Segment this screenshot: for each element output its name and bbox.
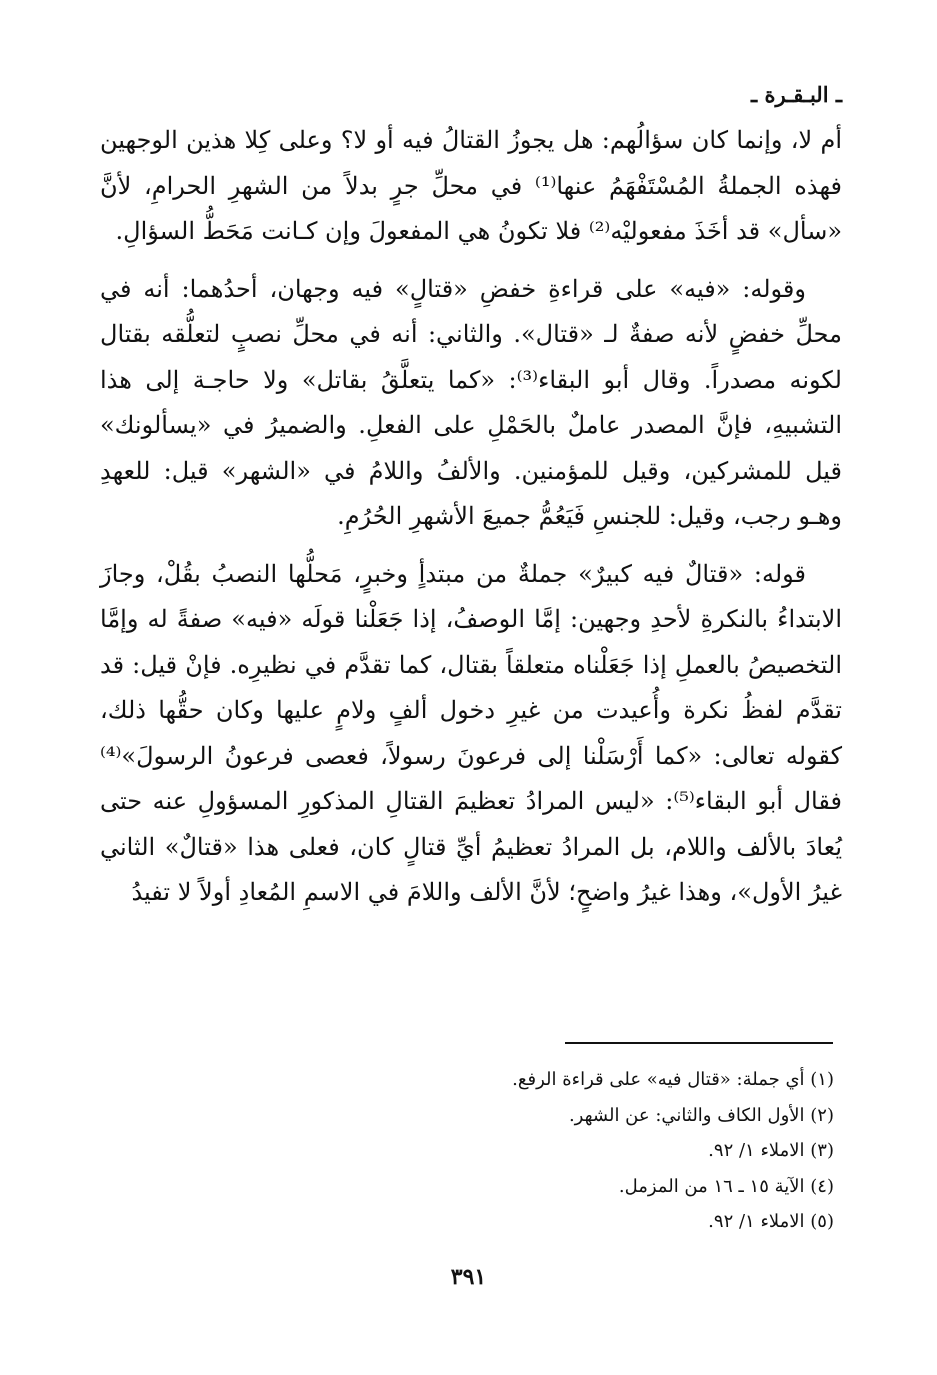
footnote-3: (٣) الاملاء ١/ ٩٢. [708,1140,834,1161]
footnote-4: (٤) الآية ١٥ ـ ١٦ من المزمل. [618,1175,834,1197]
page-number: ٣٩١ [450,1264,487,1290]
paragraph-3: قوله: «قتالٌ فيه كبيرٌ» جملةٌ من مبتدأٍ وخبرٍ، مَحلُّها النصبُ بقُلْ، وجازَ الابتداءُ بالنكرةِ لأحدِ وجهين: إمَّا الوصفُ، إذا جَعَلْنا قولَه «فيه» صفةً له وإمَّا التخصيصُ بالعملِ إذا جَعَلْناه متعلقاً بقتال، كما تقدَّم في نظيرِه. فإنْ قيل: قد تقدَّم لفظُ نكرة وأُعيدت من غيرِ دخول ألفٍ ولامٍ عليها وكان حقُّها ذلك، كقوله تعالى: «كما أَرْسَلْنا إلى فرعونَ رسولاً، فعصى فرعونُ الرسولَ»⁽⁴⁾ فقال أبو البقاء⁽⁵⁾: «ليس المرادُ تعظيمَ القتالِ المذكورِ المسؤولِ عنه حتى يُعادَ بالألف واللام، بل المرادُ تعظيمُ أيِّ قتالٍ كان، فعلى هذا «قتالٌ» الثاني غيرُ الأول»، وهذا غيرُ واضحٍ؛ لأنَّ الألف واللامَ في الاسمِ المُعادِ أولاً لا تفيدُ [100,559,842,906]
paragraph-2: وقوله: «فيه» على قراءةِ خفضِ «قتالٍ» فيه وجهان، أحدُهما: أنه في محلِّ خفضٍ لأنه صفةٌ لـ «قتال». والثاني: أنه في محلِّ نصبٍ لتعلُّقه بقتال لكونه مصدراً. وقال أبو البقاء⁽³⁾: «كما يتعلَّقُ بقاتل» ولا حاجـة إلى هذا التشبيهِ، فإنَّ المصدر عاملٌ بالحَمْلِ على الفعلِ. والضميرُ في «يسألونك» قيل للمشركين، وقيل للمؤمنين. والألفُ واللامُ في «الشهر» قيل: للعهدِ وهـو رجب، وقيل: للجنسِ فَيَعُمُّ جميعَ الأشهرِ الحُرُمِ. [100,274,842,530]
paragraph-1: أم لا، وإنما كان سؤالُهم: هل يجوزُ القتالُ فيه أو لا؟ وعلى كِلا هذين الوجهين فهذه الجملةُ المُسْتَفْهَمُ عنها⁽¹⁾ في محلِّ جرٍ بدلاً من الشهرِ الحرامِ، لأنَّ «سأل» قد أخَذَ مفعوليْه⁽²⁾ فلا تكونُ هي المفعولَ وإن كـانت مَحَطُّ السؤالِ. [100,126,842,245]
body-text [100,118,842,916]
footnotes [100,1062,834,1240]
running-header: ـ البـقـرة ـ [750,82,842,107]
footnote-2: (٢) الأول الكاف والثاني: عن الشهر. [568,1104,834,1126]
footnote-5: (٥) الاملاء ١/ ٩٢. [708,1211,834,1232]
footnote-separator [565,1042,833,1044]
footnote-1: (١) أي جملة: «قتال فيه» على قراءة الرفع. [512,1069,834,1090]
